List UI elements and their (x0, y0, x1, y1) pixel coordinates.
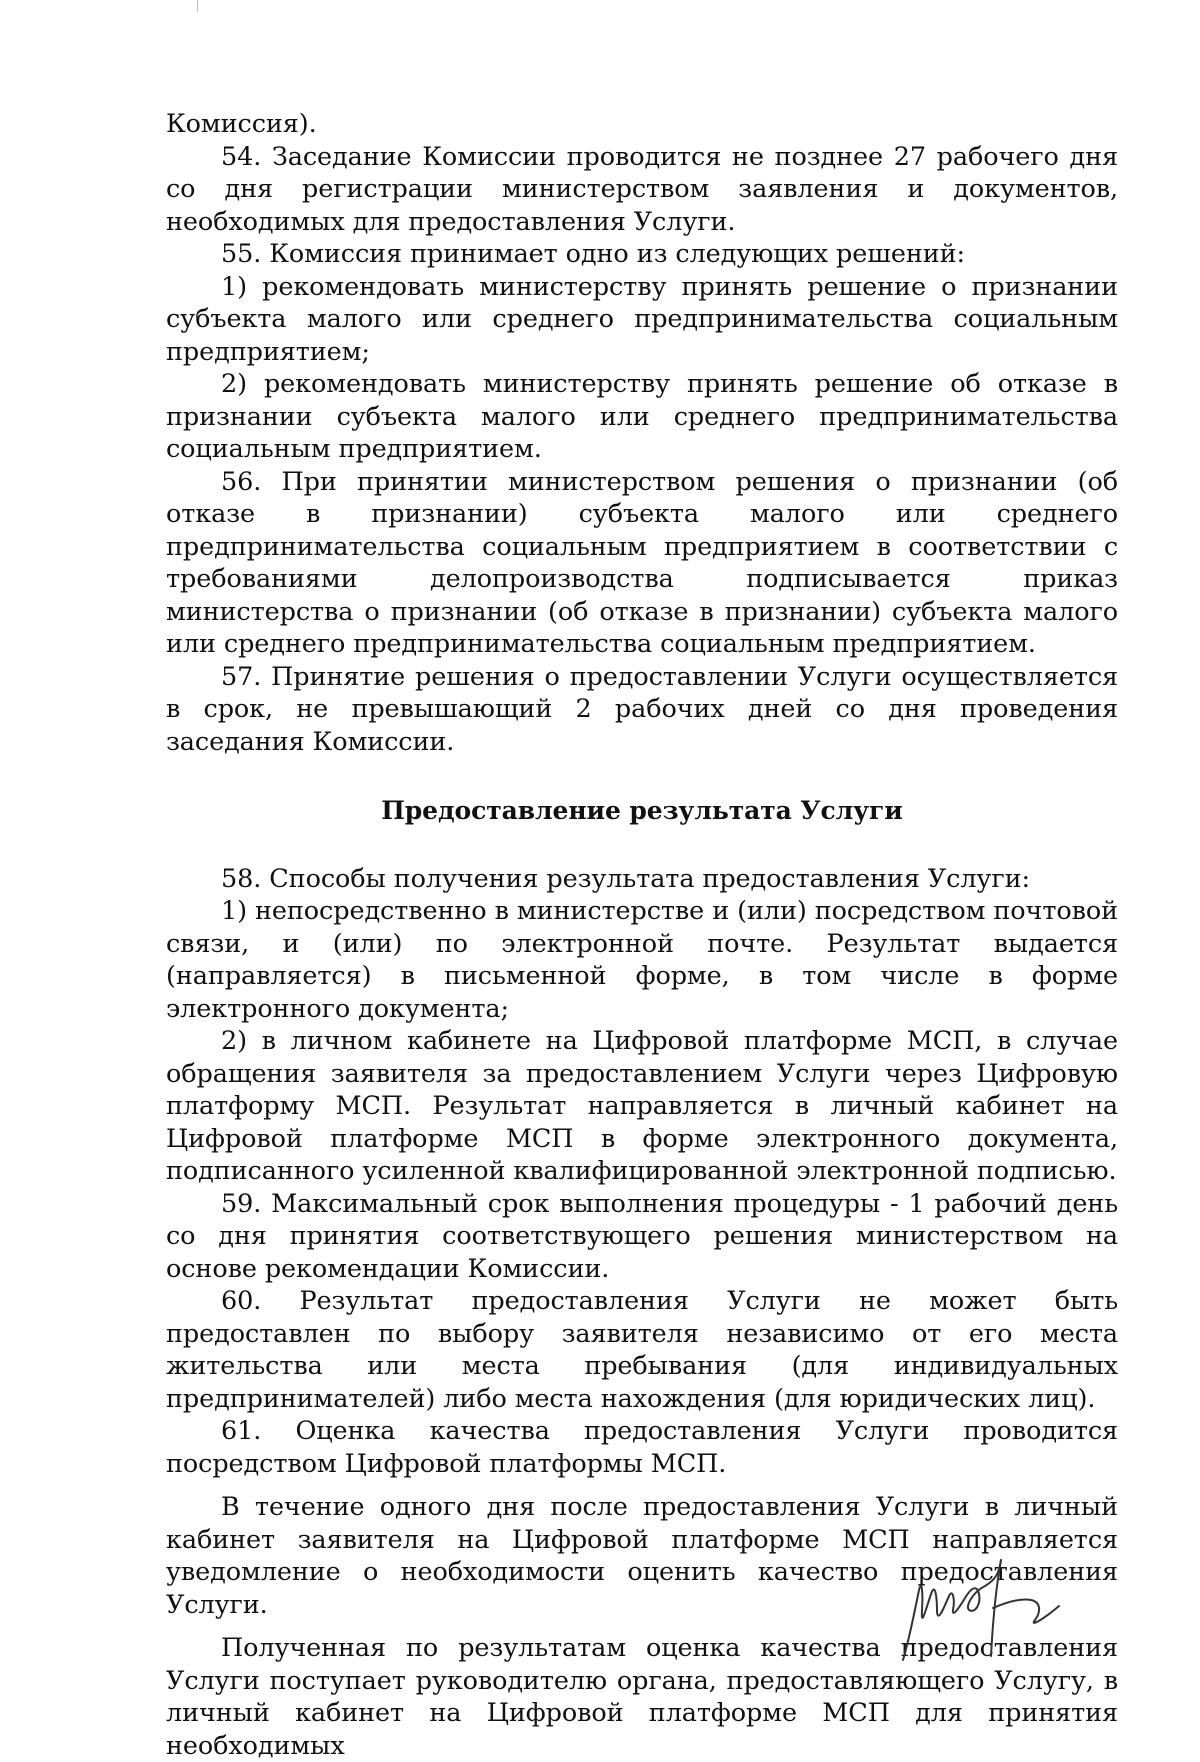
paragraphs-before-heading (166, 108, 1118, 758)
paragraph-56: 56. При принятии министерством решения о признании (об отказе в признании) субъекта малого или среднего предпринимательства социальным предприятием в соответствии с требованиями делопроизводства подписывается приказ министерства о признании (об отказе в признании) субъекта малого или среднего предпринимательства социальным предприятием. (166, 466, 1118, 661)
paragraph-55-item-2: 2) рекомендовать министерству принять решение об отказе в признании субъекта малого или среднего предпринимательства социальным предприятием. (166, 368, 1118, 466)
paragraph-60: 60. Результат предоставления Услуги не может быть предоставлен по выбору заявителя независимо от его места жительства или места пребывания (для индивидуальных предпринимателей) либо места нахождения (для юридических лиц). (166, 1285, 1118, 1415)
paragraph-58-item-2: 2) в личном кабинете на Цифровой платформе МСП, в случае обращения заявителя за предоставлением Услуги через Цифровую платформу МСП. Результат направляется в личный кабинет на Цифровой платформе МСП в форме электронного документа, подписанного усиленной квалифицированной электронной подписью. (166, 1025, 1118, 1188)
section-heading: Предоставление результата Услуги (166, 795, 1118, 828)
paragraph-57: 57. Принятие решения о предоставлении Услуги осуществляется в срок, не превышающий 2 рабочих дней со дня проведения заседания Комиссии. (166, 661, 1118, 759)
paragraph-59: 59. Максимальный срок выполнения процедуры - 1 рабочий день со дня принятия соответствующего решения министерством на основе рекомендации Комиссии. (166, 1188, 1118, 1286)
signature-stroke-3 (993, 1599, 1059, 1622)
paragraph-61: 61. Оценка качества предоставления Услуги проводится посредством Цифровой платформы МСП. (166, 1415, 1118, 1480)
paragraph-commission-tail: Комиссия). (166, 108, 1118, 141)
signature-stroke-1 (903, 1560, 1001, 1660)
paragraph-54: 54. Заседание Комиссии проводится не позднее 27 рабочего дня со дня регистрации министерством заявления и документов, необходимых для предоставления Услуги. (166, 141, 1118, 239)
handwritten-signature (895, 1548, 1070, 1668)
paragraph-55-item-1: 1) рекомендовать министерству принять решение о признании субъекта малого или среднего предпринимательства социальным предприятием; (166, 271, 1118, 369)
paragraph-61-notice: В течение одного дня после предоставления Услуги в личный кабинет заявителя на Цифровой платформе МСП направляется уведомление о необходимости оценить качество предоставления Услуги. (166, 1491, 1118, 1621)
paragraph-55: 55. Комиссия принимает одно из следующих решений: (166, 238, 1118, 271)
paragraph-58: 58. Способы получения результата предоставления Услуги: (166, 863, 1118, 896)
paragraph-58-item-1: 1) непосредственно в министерстве и (или) посредством почтовой связи, и (или) по электронной почте. Результат выдается (направляется) в письменной форме, в том числе в форме электронного документа; (166, 895, 1118, 1025)
document-page (166, 108, 1118, 1762)
scan-edge-mark (197, 0, 198, 12)
paragraph-61-result: Полученная по результатам оценка качества предоставления Услуги поступает руководителю органа, предоставляющего Услугу, в личный кабинет на Цифровой платформе МСП для принятия необходимых (166, 1632, 1118, 1762)
